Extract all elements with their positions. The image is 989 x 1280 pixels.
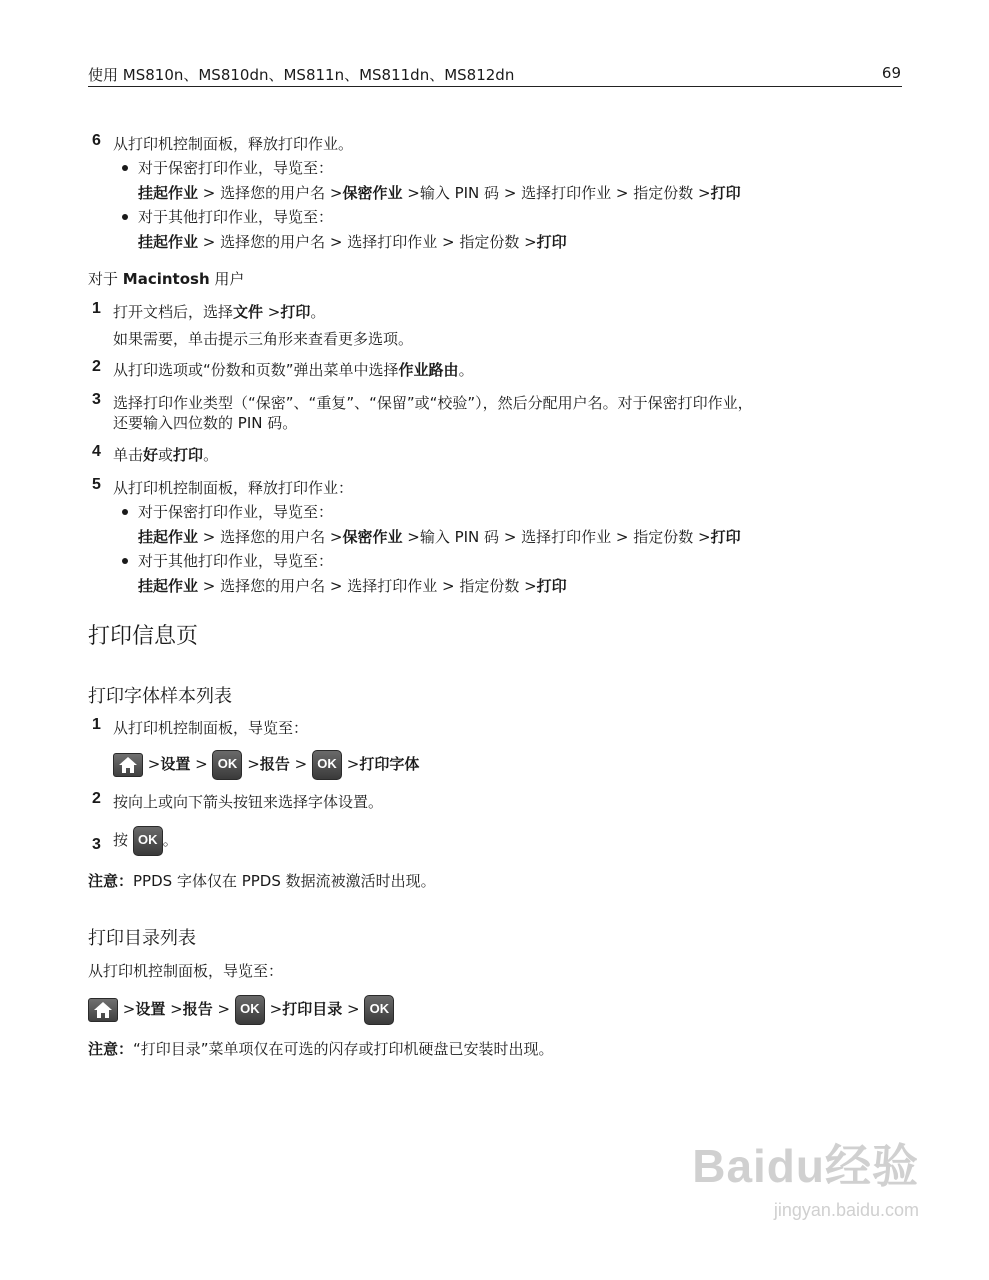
path-separator: > <box>190 755 208 773</box>
text-run: 或 <box>158 446 174 464</box>
ok-button-icon: OK <box>235 995 265 1025</box>
path-separator: > <box>165 1000 183 1018</box>
menu-path-fonts <box>113 748 419 780</box>
step-number: 6 <box>92 132 101 149</box>
menu-path <box>138 182 741 203</box>
menu-path-directory <box>88 993 394 1025</box>
path-separator: > <box>342 1000 360 1018</box>
bullet-dot <box>122 558 128 564</box>
ok-button-icon: OK <box>212 750 242 780</box>
text-run: 单击 <box>113 446 144 464</box>
step-number: 2 <box>92 358 101 375</box>
path-segment: 打印 <box>536 233 567 251</box>
path-segment: 挂起作业 <box>138 577 199 595</box>
step-text <box>113 824 178 856</box>
bullet-text: 对于保密打印作业，导览至： <box>138 503 334 521</box>
path-segment: 报告 <box>259 755 290 773</box>
section-title: 打印信息页 <box>88 624 199 649</box>
note <box>88 1038 554 1059</box>
text-run: 打印 <box>280 303 311 321</box>
text-run: 。 <box>310 303 326 321</box>
text-run: 好 <box>143 446 159 464</box>
path-separator: > <box>118 1000 136 1018</box>
step-text: 还要输入四位数的 PIN 码。 <box>113 414 298 432</box>
path-segment: 挂起作业 <box>138 528 199 546</box>
step-number: 2 <box>92 790 101 807</box>
path-segment: 打印 <box>536 577 567 595</box>
path-segment: 打印 <box>710 528 741 546</box>
text-run: > <box>263 303 281 321</box>
menu-path <box>138 231 567 252</box>
step-number: 5 <box>92 476 101 493</box>
path-segment: 挂起作业 <box>138 184 199 202</box>
path-separator: > <box>289 755 308 773</box>
step-note: 如果需要，单击提示三角形来查看更多选项。 <box>113 330 414 348</box>
step-text <box>113 359 474 380</box>
step-text: 从打印机控制面板，释放打印作业： <box>113 479 354 497</box>
step-text: 选择打印作业类型（“保密”、“重复”、“保留”或“校验”），然后分配用户名。对于保密打印作业， <box>113 394 753 412</box>
path-segment: 报告 <box>182 1000 213 1018</box>
bullet-text: 对于其他打印作业，导览至： <box>138 552 334 570</box>
step-text: 按向上或向下箭头按钮来选择字体设置。 <box>113 793 384 811</box>
path-segment: >输入 PIN 码 > 选择打印作业 > 指定份数 > <box>402 184 711 202</box>
text-run: 打开文档后，选择 <box>113 303 234 321</box>
note-label: 注意： <box>88 872 134 890</box>
heading-text: 用户 <box>209 270 245 288</box>
path-segment: 保密作业 <box>342 528 403 546</box>
step-text: 从打印机控制面板，导览至： <box>113 719 309 737</box>
text-run: 。 <box>458 361 474 379</box>
baidu-watermark <box>692 1130 919 1221</box>
step-number: 3 <box>92 391 101 408</box>
text-run: 。 <box>203 446 219 464</box>
running-header-title: 使用 MS810n、MS810dn、MS811n、MS811dn、MS812dn <box>88 66 515 84</box>
text-run: 文件 <box>233 303 264 321</box>
note <box>88 870 436 891</box>
path-separator: > <box>143 755 161 773</box>
path-segment: 打印 <box>710 184 741 202</box>
bullet-dot <box>122 214 128 220</box>
path-separator: > <box>341 755 360 773</box>
path-separator: > <box>264 1000 283 1018</box>
bullet-text: 对于保密打印作业，导览至： <box>138 159 334 177</box>
path-segment: > 选择您的用户名 > 选择打印作业 > 指定份数 > <box>198 233 537 251</box>
home-button-icon <box>113 753 143 777</box>
step-number: 4 <box>92 443 101 460</box>
note-text: “打印目录”菜单项仅在可选的闪存或打印机硬盘已安装时出现。 <box>133 1040 554 1058</box>
bullet-text: 对于其他打印作业，导览至： <box>138 208 334 226</box>
path-segment: 保密作业 <box>342 184 403 202</box>
page-number: 69 <box>881 64 901 82</box>
home-button-icon <box>88 998 118 1022</box>
ok-button-icon: OK <box>312 750 342 780</box>
path-segment: >输入 PIN 码 > 选择打印作业 > 指定份数 > <box>402 528 711 546</box>
text-run: 。 <box>162 831 178 849</box>
step-number: 3 <box>92 836 101 853</box>
path-segment: 设置 <box>135 1000 166 1018</box>
step-number: 1 <box>92 300 101 317</box>
subheading-macintosh <box>88 268 244 289</box>
path-segment: > 选择您的用户名 > <box>198 528 343 546</box>
subsection-title: 打印目录列表 <box>88 928 196 949</box>
text-run: 按 <box>113 831 129 849</box>
watermark-logo: Baidu经验 <box>692 1140 919 1192</box>
path-separator: > <box>212 1000 231 1018</box>
note-label: 注意： <box>88 1040 134 1058</box>
text-run: 打印 <box>173 446 204 464</box>
step-text: 从打印机控制面板，释放打印作业。 <box>113 135 354 153</box>
menu-path <box>138 575 567 596</box>
menu-path <box>138 526 741 547</box>
ok-button-icon: OK <box>364 995 394 1025</box>
text-run: 从打印选项或“份数和页数”弹出菜单中选择 <box>113 361 399 379</box>
step-text <box>113 444 218 465</box>
heading-text: Macintosh <box>122 270 210 288</box>
path-segment: 打印字体 <box>359 755 420 773</box>
intro-text: 从打印机控制面板，导览至： <box>88 962 284 980</box>
path-segment: 设置 <box>160 755 191 773</box>
step-number: 1 <box>92 716 101 733</box>
path-segment: > 选择您的用户名 > 选择打印作业 > 指定份数 > <box>198 577 537 595</box>
step-text <box>113 301 325 322</box>
ok-button-icon: OK <box>133 826 163 856</box>
header-rule <box>88 86 902 87</box>
watermark-url: jingyan.baidu.com <box>773 1200 919 1220</box>
subsection-title: 打印字体样本列表 <box>88 686 232 707</box>
path-segment: 挂起作业 <box>138 233 199 251</box>
path-separator: > <box>242 755 260 773</box>
path-segment: 打印目录 <box>282 1000 343 1018</box>
note-text: PPDS 字体仅在 PPDS 数据流被激活时出现。 <box>133 872 436 890</box>
path-segment: > 选择您的用户名 > <box>198 184 343 202</box>
bullet-dot <box>122 165 128 171</box>
bullet-dot <box>122 509 128 515</box>
heading-text: 对于 <box>88 270 123 288</box>
text-run: 作业路由 <box>398 361 459 379</box>
